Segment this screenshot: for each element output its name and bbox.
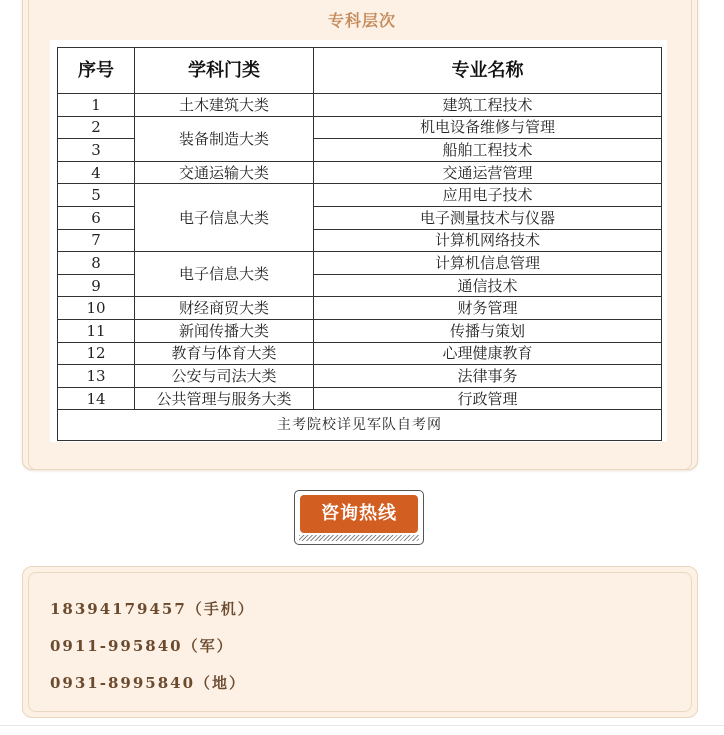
row-no: 1 xyxy=(58,94,135,117)
row-major: 建筑工程技术 xyxy=(314,94,662,117)
row-major: 心理健康教育 xyxy=(314,342,662,365)
row-no: 11 xyxy=(58,319,135,342)
table-row xyxy=(58,342,662,365)
phone-military[interactable]: 0911-995840（军） xyxy=(50,637,234,655)
row-major: 应用电子技术 xyxy=(314,184,662,207)
table-row xyxy=(58,116,662,139)
row-major: 通信技术 xyxy=(314,274,662,297)
row-no: 10 xyxy=(58,297,135,320)
row-category: 装备制造大类 xyxy=(135,116,314,161)
majors-table xyxy=(57,47,662,441)
table-row xyxy=(58,387,662,410)
majors-table-container xyxy=(50,40,667,442)
hotline-button-stripe xyxy=(299,535,419,541)
row-no: 9 xyxy=(58,274,135,297)
row-major: 财务管理 xyxy=(314,297,662,320)
hotline-button[interactable]: 咨询热线 xyxy=(300,495,418,533)
row-major: 交通运营管理 xyxy=(314,161,662,184)
row-major: 计算机网络技术 xyxy=(314,229,662,252)
row-no: 12 xyxy=(58,342,135,365)
table-row xyxy=(58,319,662,342)
row-major: 计算机信息管理 xyxy=(314,252,662,275)
table-footer-row xyxy=(58,410,662,441)
table-row xyxy=(58,184,662,207)
row-no: 14 xyxy=(58,387,135,410)
divider xyxy=(0,725,724,726)
row-no: 4 xyxy=(58,161,135,184)
row-major: 行政管理 xyxy=(314,387,662,410)
row-major: 传播与策划 xyxy=(314,319,662,342)
row-major: 机电设备维修与管理 xyxy=(314,116,662,139)
header-category: 学科门类 xyxy=(135,48,314,94)
table-footer: 主考院校详见军队自考网 xyxy=(58,410,662,441)
row-no: 13 xyxy=(58,365,135,388)
row-no: 5 xyxy=(58,184,135,207)
row-category: 电子信息大类 xyxy=(135,252,314,297)
row-category: 新闻传播大类 xyxy=(135,319,314,342)
row-no: 2 xyxy=(58,116,135,139)
table-row xyxy=(58,252,662,275)
row-no: 7 xyxy=(58,229,135,252)
row-no: 3 xyxy=(58,139,135,162)
section-title: 专科层次 xyxy=(327,11,396,30)
row-category: 公共管理与服务大类 xyxy=(135,387,314,410)
row-major: 法律事务 xyxy=(314,365,662,388)
row-no: 6 xyxy=(58,206,135,229)
row-category: 财经商贸大类 xyxy=(135,297,314,320)
table-row xyxy=(58,94,662,117)
row-category: 交通运输大类 xyxy=(135,161,314,184)
row-category: 土木建筑大类 xyxy=(135,94,314,117)
row-no: 8 xyxy=(58,252,135,275)
row-category: 电子信息大类 xyxy=(135,184,314,252)
table-header-row xyxy=(58,48,662,94)
header-no: 序号 xyxy=(58,48,135,94)
table-row xyxy=(58,365,662,388)
row-major: 电子测量技术与仪器 xyxy=(314,206,662,229)
row-category: 公安与司法大类 xyxy=(135,365,314,388)
table-row xyxy=(58,297,662,320)
row-major: 船舶工程技术 xyxy=(314,139,662,162)
header-major: 专业名称 xyxy=(314,48,662,94)
row-category: 教育与体育大类 xyxy=(135,342,314,365)
phone-mobile[interactable]: 18394179457（手机） xyxy=(50,600,255,618)
hotline-button-frame xyxy=(294,490,424,545)
phone-local[interactable]: 0931-8995840（地） xyxy=(50,674,247,692)
table-row xyxy=(58,161,662,184)
